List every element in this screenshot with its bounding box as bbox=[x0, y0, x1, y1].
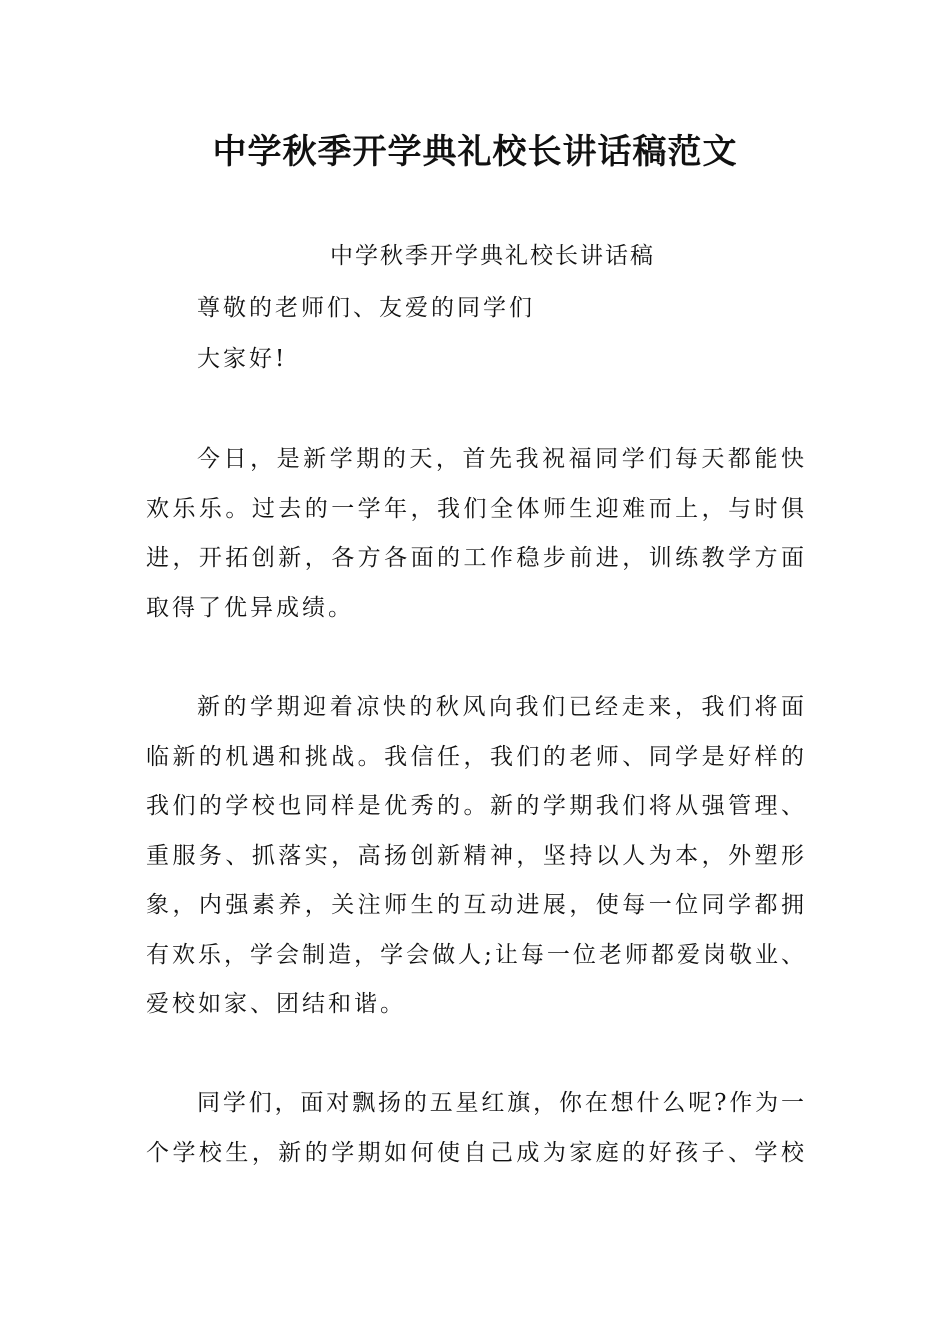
paragraph-2-line-2: 临新的机遇和挑战。我信任，我们的老师、同学是好样的 bbox=[146, 744, 804, 770]
paragraph-1-line-1: 今日，是新学期的天，首先我祝福同学们每天都能快 bbox=[197, 446, 804, 472]
paragraph-2-line-6: 有欢乐，学会制造，学会做人;让每一位老师都爱岗敬业、 bbox=[146, 942, 804, 968]
hello-line: 大家好! bbox=[197, 346, 288, 372]
paragraph-1-line-4: 取得了优异成绩。 bbox=[146, 595, 354, 621]
speech-subtitle: 中学秋季开学典礼校长讲话稿 bbox=[330, 243, 655, 269]
paragraph-2-line-1: 新的学期迎着凉快的秋风向我们已经走来，我们将面 bbox=[197, 694, 804, 720]
paragraph-1-line-2: 欢乐乐。过去的一学年，我们全体师生迎难而上，与时俱 bbox=[146, 496, 804, 522]
paragraph-2-line-3: 我们的学校也同样是优秀的。新的学期我们将从强管理、 bbox=[146, 793, 804, 819]
paragraph-3-line-2: 个学校生，新的学期如何使自己成为家庭的好孩子、学校 bbox=[146, 1140, 804, 1166]
paragraph-2-line-7: 爱校如家、团结和谐。 bbox=[146, 991, 406, 1017]
greeting-line: 尊敬的老师们、友爱的同学们 bbox=[197, 295, 535, 321]
paragraph-2-line-5: 象，内强素养，关注师生的互动进展，使每一位同学都拥 bbox=[146, 892, 804, 918]
paragraph-1-line-3: 进，开拓创新，各方各面的工作稳步前进，训练教学方面 bbox=[146, 545, 804, 571]
paragraph-2-line-4: 重服务、抓落实，高扬创新精神，坚持以人为本，外塑形 bbox=[146, 843, 804, 869]
document-title: 中学秋季开学典礼校长讲话稿范文 bbox=[212, 132, 738, 172]
paragraph-3-line-1: 同学们，面对飘扬的五星红旗，你在想什么呢?作为一 bbox=[197, 1090, 804, 1116]
